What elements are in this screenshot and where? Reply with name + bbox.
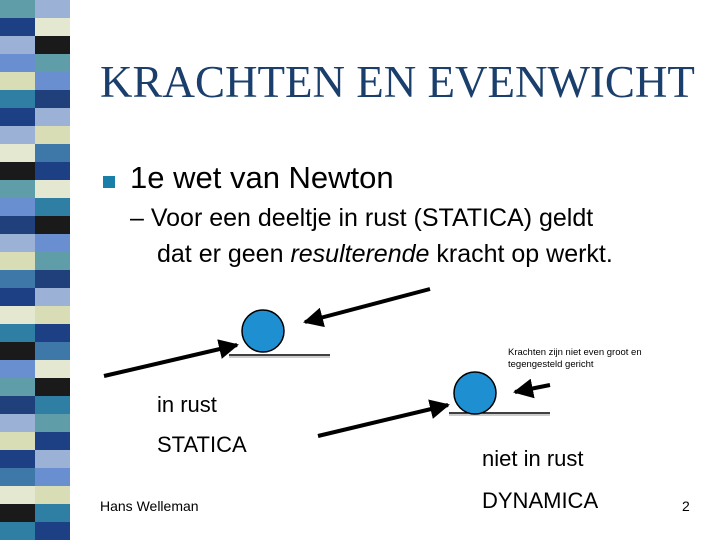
statica-force-arrow-right [104,345,237,376]
dynamica-force-arrow-left [515,385,550,392]
bullet-newton-law: 1e wet van Newton [130,160,394,195]
sub-bullet-text-2a: dat er geen [157,240,291,268]
sub-bullet-text-1: Voor een deeltje in rust (STATICA) geldt [150,204,594,232]
dynamica-ball [454,372,496,414]
footer-author: Hans Welleman [100,498,199,514]
forces-note [508,347,668,371]
label-dynamica: DYNAMICA [482,488,599,513]
statica-force-arrow-left [305,289,430,322]
sub-bullet-text-2b: kracht op werkt. [429,240,613,268]
forces-note-line-1: Krachten zijn niet even groot en [508,347,642,358]
forces-note-line-2: tegengesteld gericht [508,359,594,370]
statica-ball [242,310,284,352]
label-in-rust: in rust [157,392,217,417]
dynamica-force-arrow-right [318,405,448,436]
slide-title: KRACHTEN EN EVENWICHT [100,57,695,107]
label-niet-in-rust: niet in rust [482,446,584,471]
sub-bullet-dash: – [130,204,151,232]
sub-bullet-italic: resulterende [290,240,430,268]
label-statica: STATICA [157,432,247,457]
page-number: 2 [682,498,690,514]
